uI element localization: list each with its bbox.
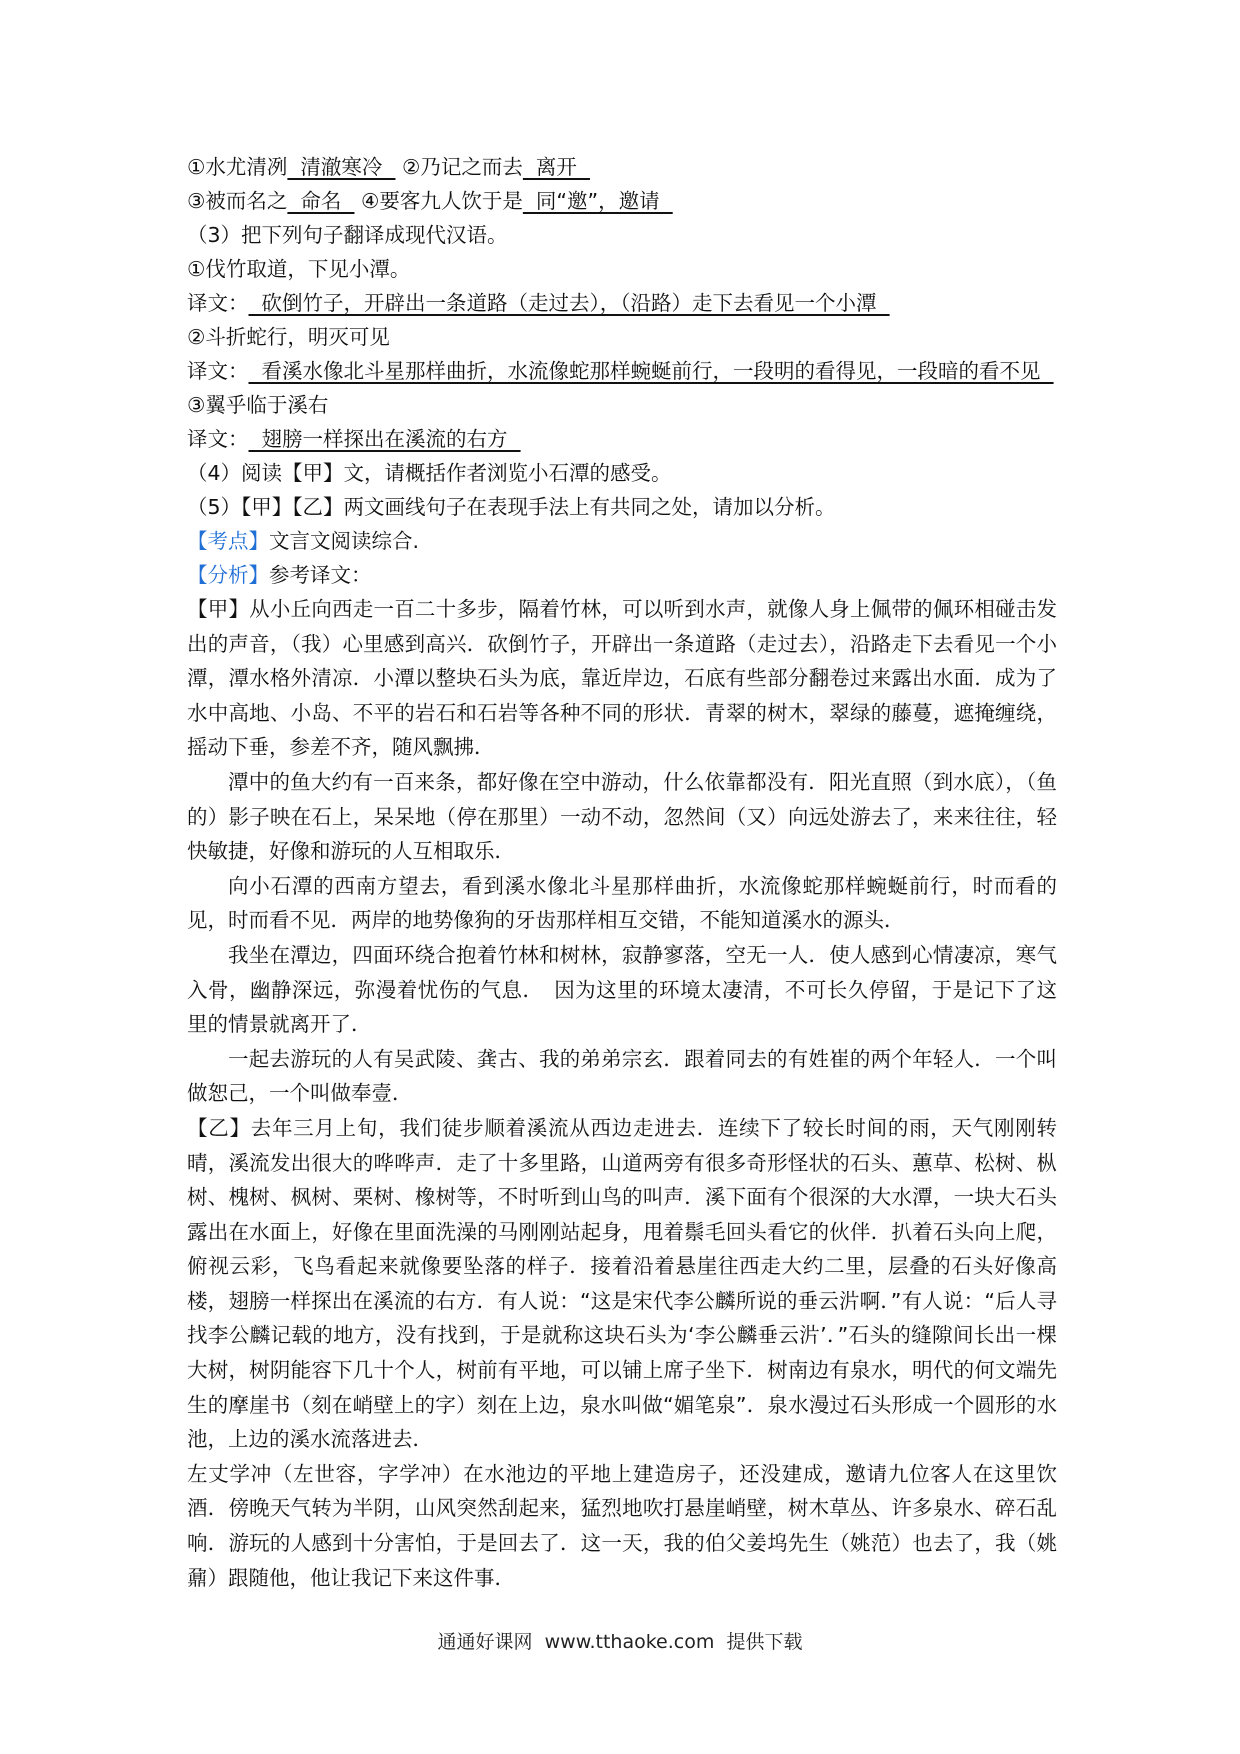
fenxi-line [187, 558, 1057, 592]
document-page [187, 150, 1057, 1595]
q3-translation-2 [187, 354, 1057, 388]
q2-item4-answer: 同“邀”，邀请 [522, 189, 673, 213]
q2-item1-word: ①水尤清冽 [187, 155, 288, 179]
q3-heading: （3）把下列句子翻译成现代汉语。 [187, 223, 508, 247]
jia-paragraph-1: 【甲】从小丘向西走一百二十多步，隔着竹林，可以听到水声，就像人身上佩带的佩环相碰击发出的声音，（我）心里感到高兴．砍倒竹子，开辟出一条道路（走过去），沿路走下去看见一个小潭，潭水格外清凉．小潭以整块石头为底，靠近岸边，石底有些部分翻卷过来露出水面．成为了水中高地、小岛、不平的岩石和石岩等各种不同的形状．青翠的树木，翠绿的藤蔓，遮掩缠绕，摇动下垂，参差不齐，随风飘拂． [187, 597, 1057, 760]
q3-sentence-2: ②斗折蛇行，明灭可见 [187, 325, 390, 349]
q2-item3-word: ③被而名之 [187, 189, 288, 213]
fenxi-tag: 【分析】 [187, 563, 269, 587]
q2-item3-answer: 命名 [287, 189, 355, 213]
page-footer: 通通好课网 www.tthaoke.com 提供下载 [437, 1631, 803, 1653]
jia-paragraph-4: 我坐在潭边，四面环绕合抱着竹林和树林，寂静寥落，空无一人．使人感到心情凄凉，寒气入骨，幽静深远，弥漫着忧伤的气息． 因为这里的环境太凄清，不可长久停留，于是记下了这里的情景就离开了． [187, 942, 1057, 1037]
translation-label: 译文： [187, 427, 249, 451]
kaodian-tag: 【考点】 [187, 529, 269, 553]
q3-sentence-3: ③翼乎临于溪右 [187, 393, 329, 417]
jia-paragraph-2: 潭中的鱼大约有一百来条，都好像在空中游动，什么依靠都没有．阳光直照（到水底），（鱼的）影子映在石上，呆呆地（停在那里）一动不动，忽然间（又）向远处游去了，来来往往，轻快敏捷，好像和游玩的人互相取乐． [187, 769, 1057, 864]
translation-label: 译文： [187, 291, 249, 315]
yi-paragraph-1: 【乙】去年三月上旬，我们徒步顺着溪流从西边走进去．连续下了较长时间的雨，天气刚刚转晴，溪流发出很大的哗哗声．走了十多里路，山道两旁有很多奇形怪状的石头、蕙草、松树、枞树、槐树、枫树、栗树、橡树等，不时听到山鸟的叫声．溪下面有个很深的大水潭，一块大石头露出在水面上，好像在里面洗澡的马刚刚站起身，甩着鬃毛回头看它的伙伴．扒着石头向上爬，俯视云彩，飞鸟看起来就像要坠落的样子．接着沿着悬崖往西走大约二里，层叠的石头好像高楼，翅膀一样探出在溪流的右方．有人说：“这是宋代李公麟所说的垂云沜啊．”有人说：“后人寻找李公麟记载的地方，没有找到，于是就称这块石头为‘李公麟垂云沜’．”石头的缝隙间长出一棵大树，树阴能容下几十个人，树前有平地，可以铺上席子坐下．树南边有泉水，明代的何文端先生的摩崖书（刻在峭壁上的字）刻在上边，泉水叫做“媚笔泉”．泉水漫过石头形成一个圆形的水池，上边的溪水流落进去． [187, 1115, 1057, 1452]
fenxi-text: 参考译文： [269, 563, 372, 587]
translation-answer-3: 翅膀一样探出在溪流的右方 [248, 427, 521, 451]
q3-translation-1 [187, 286, 1057, 320]
kaodian-line [187, 524, 1057, 558]
q5-question: （5）【甲】【乙】两文画线句子在表现手法上有共同之处，请加以分析。 [187, 495, 836, 519]
q2-row2 [187, 184, 1057, 218]
q2-item2-answer: 离开 [522, 155, 590, 179]
q2-row1 [187, 150, 1057, 184]
q3-translation-3 [187, 422, 1057, 456]
q2-item4-word: ④要客九人饮于是 [361, 189, 523, 213]
translation-answer-2: 看溪水像北斗星那样曲折，水流像蛇那样蜿蜒前行，一段明的看得见，一段暗的看不见 [248, 359, 1054, 383]
q2-item2-word: ②乃记之而去 [402, 155, 523, 179]
translation-answer-1: 砍倒竹子，开辟出一条道路（走过去），（沿路）走下去看见一个小潭 [248, 291, 890, 315]
q4-question: （4）阅读【甲】文，请概括作者浏览小石潭的感受。 [187, 461, 672, 485]
q2-item1-answer: 清澈寒冷 [287, 155, 396, 179]
q3-sentence-1: ①伐竹取道，下见小潭。 [187, 257, 411, 281]
jia-paragraph-3: 向小石潭的西南方望去，看到溪水像北斗星那样曲折，水流像蛇那样蜿蜒前行，时而看的见，时而看不见．两岸的地势像狗的牙齿那样相互交错，不能知道溪水的源头． [187, 873, 1057, 933]
kaodian-text: 文言文阅读综合. [269, 529, 420, 553]
translation-label: 译文： [187, 359, 249, 383]
yi-paragraph-2: 左丈学冲（左世容，字学冲）在水池边的平地上建造房子，还没建成，邀请九位客人在这里饮酒．傍晚天气转为半阴，山风突然刮起来，猛烈地吹打悬崖峭壁，树木草丛、许多泉水、碎石乱响．游玩的人感到十分害怕，于是回去了．这一天，我的伯父姜坞先生（姚范）也去了，我（姚鼐）跟随他，他让我记下来这件事． [187, 1461, 1057, 1590]
jia-paragraph-5: 一起去游玩的人有吴武陵、龚古、我的弟弟宗玄．跟着同去的有姓崔的两个年轻人．一个叫做恕己，一个叫做奉壹． [187, 1046, 1057, 1106]
